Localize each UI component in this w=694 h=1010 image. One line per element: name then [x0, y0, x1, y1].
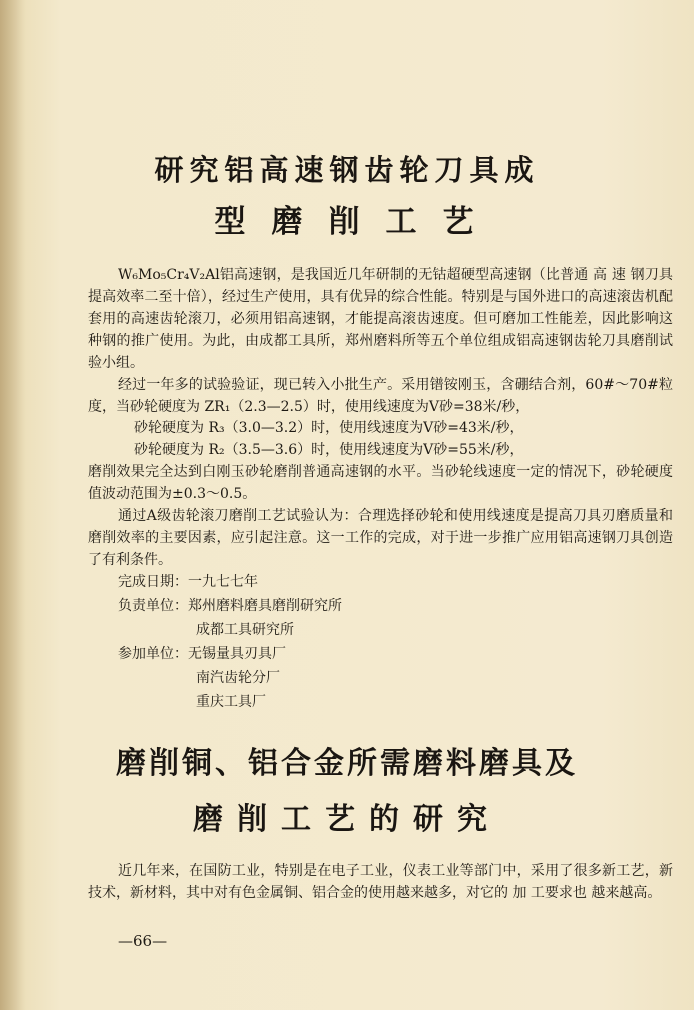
page-number: —66—	[118, 932, 168, 950]
participant-unit-2: 南汽齿轮分厂	[196, 670, 280, 686]
article1-title-line2: 型磨削工艺	[214, 204, 500, 240]
article1-hardness-line1: 砂轮硬度为 R₃（3.0—3.2）时，使用线速度为V砂=43米/秒，	[134, 420, 524, 436]
participant-unit-3: 重庆工具厂	[196, 694, 266, 710]
responsible-unit-2: 成都工具研究所	[196, 622, 294, 638]
article1-hardness-line2: 砂轮硬度为 R₂（3.5—3.6）时，使用线速度为V砂=55米/秒，	[134, 442, 524, 458]
article1-title-line1: 研究铝高速钢齿轮刀具成	[154, 153, 540, 187]
article1-paragraph3: 磨削效果完全达到白刚玉砂轮磨削普通高速钢的水平。当砂轮线速度一定的情况下，砂轮硬度值波动范围为±0.3～0.5。	[88, 464, 673, 502]
responsible-unit-1: 负责单位：郑州磨料磨具磨削研究所	[118, 598, 342, 614]
article1-paragraph2: 经过一年多的试验验证，现已转入小批生产。采用镨铵刚玉，含硼结合剂，60#～70#粒度，当砂轮硬度为 ZR₁（2.3—2.5）时，使用线速度为V砂=38米/秒，	[88, 377, 673, 415]
article2-paragraph1: 近几年来，在国防工业，特别是在电子工业，仪表工业等部门中，采用了很多新工艺，新技术，新材料，其中对有色金属铜、铝合金的使用越来越多，对它的 加 工要求也 越来越高。	[88, 863, 673, 901]
article2-title-line1: 磨削铜、铝合金所需磨料磨具及	[116, 746, 578, 781]
article2-title-line2: 磨削工艺的研究	[193, 802, 501, 837]
article1-paragraph4: 通过A级齿轮滚刀磨削工艺试验认为：合理选择砂轮和使用线速度是提高刀具刃磨质量和磨削效率的主要因素，应引起注意。这一工作的完成，对于进一步推广应用铝高速钢刀具创造了有利条件。	[88, 508, 673, 568]
article1-paragraph1: W₆Mo₅Cr₄V₂Al铝高速钢，是我国近几年研制的无钴超硬型高速钢（比普通 高 速 钢刀具提高效率二至十倍），经过生产使用，具有优异的综合性能。特别是与国外进口的高速滚齿机配套用的高速齿轮滚刀，必须用铝高速钢，才能提高滚齿速度。但可磨加工性能差，因此影响这种钢的推广使用。为此，由成都工具所，郑州磨料所等五个单位组成铝高速钢齿轮刀具磨削试验小组。	[88, 267, 673, 371]
participant-unit-1: 参加单位：无锡量具刃具厂	[118, 646, 286, 662]
completion-date: 完成日期：一九七七年	[118, 574, 258, 590]
